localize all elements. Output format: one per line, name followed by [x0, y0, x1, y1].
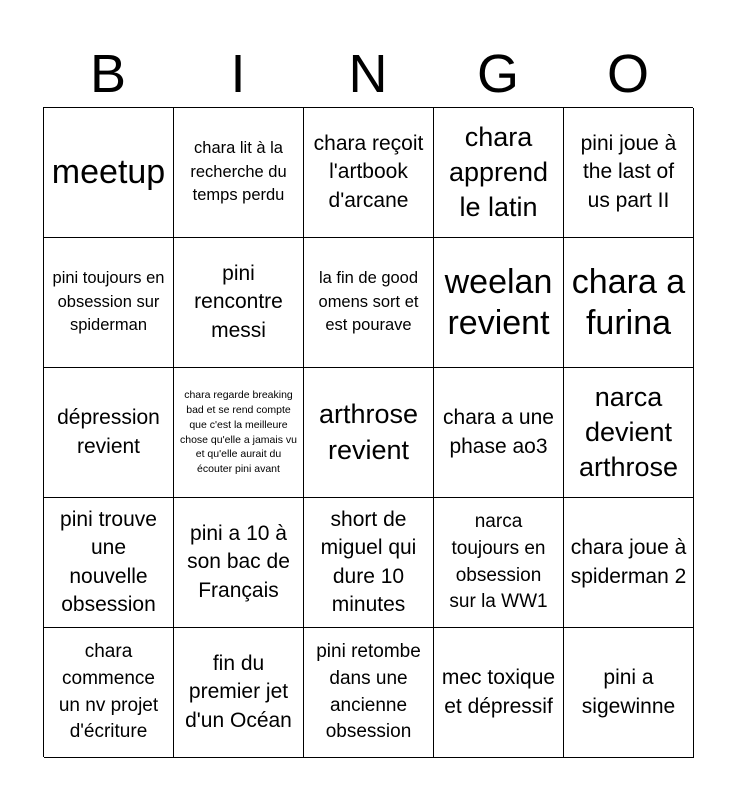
bingo-cell [304, 368, 434, 498]
bingo-cell [304, 498, 434, 628]
cell-text: chara lit à la recherche du temps perdu [190, 138, 287, 205]
bingo-cell [304, 628, 434, 758]
cell-text: pini joue à the last of us part II [580, 131, 677, 212]
header-letter-n: N [348, 44, 388, 104]
bingo-cell [434, 498, 564, 628]
bingo-cell [44, 628, 174, 758]
cell-text: mec toxique et dépressif [441, 666, 556, 718]
cell-text: la fin de good omens sort et est pourave [318, 268, 419, 335]
cell-text: pini toujours en obsession sur spiderman [52, 268, 165, 335]
cell-text: chara reçoit l'artbook d'arcane [313, 131, 424, 212]
cell-text: chara commence un nv projet d'écriture [58, 641, 159, 743]
bingo-cell [44, 498, 174, 628]
cell-text: chara regarde breaking bad et se rend compte que c'est la meilleure chose qu'elle a jamais vu et qu'elle aurait du écouter pini avant [180, 389, 297, 475]
cell-text: pini retombe dans une ancienne obsession [316, 641, 421, 743]
bingo-cell [174, 498, 304, 628]
cell-text: fin du premier jet d'un Océan [185, 651, 292, 732]
bingo-cell [174, 628, 304, 758]
bingo-cell [434, 108, 564, 238]
cell-text: chara a une phase ao3 [443, 406, 554, 458]
cell-text: pini trouve une nouvelle obsession [60, 507, 157, 616]
bingo-grid [43, 107, 693, 757]
bingo-cell [564, 108, 694, 238]
header-letter-o: O [606, 44, 649, 104]
bingo-cell [44, 238, 174, 368]
header-letter-i: I [230, 44, 246, 104]
header-letter-b: B [89, 44, 127, 104]
cell-text: dépression revient [57, 406, 160, 458]
cell-text: chara joue à spiderman 2 [570, 536, 687, 588]
cell-text: chara apprend le latin [448, 121, 549, 223]
bingo-cell [174, 238, 304, 368]
bingo-cell [44, 108, 174, 238]
cell-text: narca devient arthrose [578, 381, 679, 483]
bingo-cell [44, 368, 174, 498]
bingo-cell [174, 108, 304, 238]
cell-text: narca toujours en obsession sur la WW1 [449, 511, 548, 613]
bingo-cell [304, 238, 434, 368]
bingo-cell [434, 628, 564, 758]
cell-text: pini rencontre messi [194, 261, 283, 342]
bingo-cell [174, 368, 304, 498]
cell-text: meetup [51, 153, 166, 192]
bingo-cell [564, 238, 694, 368]
bingo-cell [564, 628, 694, 758]
bingo-header [43, 40, 693, 108]
bingo-cell [434, 238, 564, 368]
cell-text: pini a 10 à son bac de Français [187, 521, 290, 602]
header-letter-g: G [476, 44, 519, 104]
bingo-cell [564, 368, 694, 498]
bingo-cell [564, 498, 694, 628]
cell-text: chara a furina [571, 262, 686, 342]
bingo-cell [304, 108, 434, 238]
cell-text: pini a sigewinne [581, 666, 676, 718]
cell-text: weelan revient [444, 262, 553, 342]
bingo-cell [434, 368, 564, 498]
cell-text: arthrose revient [318, 399, 419, 465]
cell-text: short de miguel qui dure 10 minutes [320, 507, 417, 616]
